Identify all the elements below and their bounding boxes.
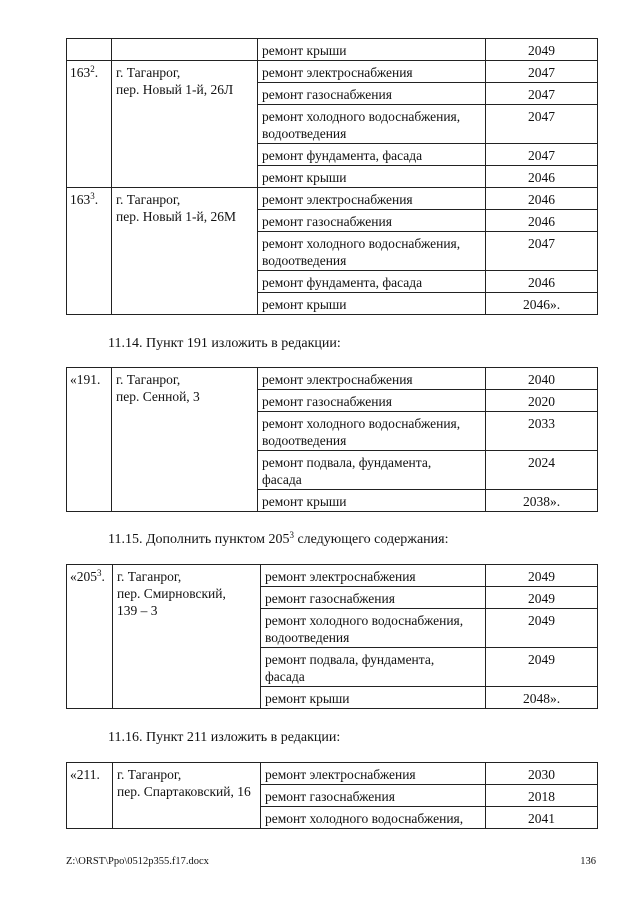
work-type-cell (258, 232, 486, 271)
paragraph-11-14: 11.14. Пункт 191 изложить в редакции: (108, 336, 341, 351)
work-year: 2046 (528, 170, 555, 185)
work-year-cell (486, 188, 598, 210)
item-number: «191. (70, 372, 101, 387)
footer-file-path: Z:\ORST\Ppo\0512p355.f17.docx (66, 856, 209, 867)
work-type-line: ремонт фундамента, фасада (262, 275, 423, 290)
work-year: 2047 (528, 87, 555, 102)
work-type-line: ремонт подвала, фундамента, (262, 455, 432, 470)
address-line: пер. Новый 1-й, 26Л (116, 82, 234, 97)
work-type-cell (258, 166, 486, 188)
address-cell (112, 61, 258, 188)
work-type-cell (258, 210, 486, 232)
work-year-cell (486, 412, 598, 451)
table-row (67, 368, 598, 390)
address-line: пер. Смирновский, (117, 586, 226, 601)
work-type-line: ремонт электроснабжения (262, 192, 413, 207)
work-year-cell (486, 609, 598, 648)
item-number-cell (67, 565, 113, 709)
address-line: пер. Сенной, 3 (116, 389, 200, 404)
item-number-superscript: 2 (90, 64, 95, 74)
work-type-line: водоотведения (265, 630, 350, 645)
work-year: 2041 (528, 811, 555, 826)
work-type-cell (261, 565, 486, 587)
work-year-cell (486, 687, 598, 709)
address-cell (112, 368, 258, 512)
item-number-superscript: 3 (90, 191, 95, 201)
work-year: 2048». (522, 691, 561, 706)
item-number-cell (67, 61, 112, 188)
item-number-superscript: 3 (97, 568, 102, 578)
work-type-line: фасада (265, 669, 305, 684)
works-table-163 (66, 38, 598, 315)
works-table-205 (66, 564, 598, 709)
work-year: 2020 (528, 394, 555, 409)
item-number: «205 (70, 569, 97, 584)
work-type-cell (258, 271, 486, 293)
item-number: 163 (70, 65, 91, 80)
item-number-cell (67, 368, 112, 512)
address-line: пер. Новый 1-й, 26М (116, 209, 236, 224)
work-type-cell (258, 83, 486, 105)
footer-page-number: 136 (580, 856, 596, 867)
address-cell (113, 565, 261, 709)
table-row (67, 39, 598, 61)
item-number-suffix: . (94, 65, 99, 80)
work-type-line: ремонт крыши (265, 691, 350, 706)
work-year-cell (486, 565, 598, 587)
address-line: г. Таганрог, (116, 65, 181, 80)
work-year: 2047 (528, 148, 555, 163)
work-year: 2049 (528, 652, 555, 667)
work-year: 2018 (528, 789, 555, 804)
work-type-line: ремонт холодного водоснабжения, (262, 109, 461, 124)
work-type-cell (261, 763, 486, 785)
work-year: 2040 (528, 372, 555, 387)
work-type-cell (261, 609, 486, 648)
table-row (67, 565, 598, 587)
work-type-cell (258, 61, 486, 83)
address-line: г. Таганрог, (116, 372, 181, 387)
work-type-line: водоотведения (262, 253, 347, 268)
work-year: 2038». (522, 494, 561, 509)
work-year: 2049 (528, 591, 555, 606)
work-year-cell (486, 490, 598, 512)
work-type-cell (261, 648, 486, 687)
work-year-cell (486, 210, 598, 232)
work-year: 2046». (522, 297, 561, 312)
work-type-cell (258, 105, 486, 144)
work-type-cell (258, 490, 486, 512)
work-type-line: ремонт холодного водоснабжения, (265, 811, 464, 826)
address-line: 139 – 3 (117, 603, 158, 618)
work-year: 2047 (528, 109, 555, 124)
work-year-cell (486, 293, 598, 315)
work-type-line: ремонт электроснабжения (265, 569, 416, 584)
works-table-211 (66, 762, 598, 829)
work-type-cell (261, 587, 486, 609)
work-type-line: ремонт электроснабжения (262, 65, 413, 80)
paragraph-11-15-text-end: следующего содержания: (293, 532, 449, 547)
work-type-cell (258, 412, 486, 451)
address-cell (112, 39, 258, 61)
work-type-cell (261, 807, 486, 829)
work-type-line: ремонт подвала, фундамента, (265, 652, 435, 667)
work-year: 2047 (528, 65, 555, 80)
work-type-line: ремонт фундамента, фасада (262, 148, 423, 163)
work-type-line: фасада (262, 472, 302, 487)
paragraph-11-15-text: 11.15. Дополнить пунктом 205 (108, 532, 290, 547)
work-type-cell (258, 451, 486, 490)
work-type-cell (261, 785, 486, 807)
work-year-cell (486, 271, 598, 293)
works-table-191 (66, 367, 598, 512)
address-line: пер. Спартаковский, 16 (117, 784, 251, 799)
work-year: 2049 (528, 569, 555, 584)
work-year: 2024 (528, 455, 555, 470)
work-year-cell (486, 61, 598, 83)
item-number-suffix: . (94, 192, 99, 207)
work-year-cell (486, 785, 598, 807)
paragraph-11-16: 11.16. Пункт 211 изложить в редакции: (108, 730, 341, 745)
table-row (67, 188, 598, 210)
address-line: г. Таганрог, (116, 192, 181, 207)
work-type-line: ремонт холодного водоснабжения, (262, 236, 461, 251)
work-year-cell (486, 144, 598, 166)
work-type-cell (261, 687, 486, 709)
work-year: 2046 (528, 192, 555, 207)
table-row (67, 61, 598, 83)
work-year-cell (486, 166, 598, 188)
work-type-cell (258, 390, 486, 412)
work-year-cell (486, 368, 598, 390)
work-type-line: ремонт холодного водоснабжения, (262, 416, 461, 431)
work-year-cell (486, 763, 598, 785)
work-year: 2047 (528, 236, 555, 251)
paragraph-11-15 (108, 531, 449, 549)
item-number: 163 (70, 192, 91, 207)
work-type-cell (258, 188, 486, 210)
address-cell (112, 188, 258, 315)
work-type-line: ремонт газоснабжения (262, 214, 392, 229)
work-type-line: ремонт электроснабжения (262, 372, 413, 387)
work-type-line: ремонт газоснабжения (262, 87, 392, 102)
address-cell (113, 763, 261, 829)
address-line: г. Таганрог, (117, 767, 182, 782)
work-year-cell (486, 105, 598, 144)
work-type-cell (258, 293, 486, 315)
work-year: 2030 (528, 767, 555, 782)
work-type-line: ремонт газоснабжения (262, 394, 392, 409)
item-number-cell (67, 763, 113, 829)
work-year-cell (486, 587, 598, 609)
work-type-line: водоотведения (262, 126, 347, 141)
item-number-suffix: . (101, 569, 105, 584)
work-year-cell (486, 232, 598, 271)
work-type-line: ремонт крыши (262, 494, 347, 509)
work-type-cell (258, 39, 486, 61)
work-year: 2049 (528, 613, 555, 628)
work-type-line: ремонт крыши (262, 43, 347, 58)
work-year: 2046 (528, 275, 555, 290)
work-type-cell (258, 144, 486, 166)
item-number: «211. (70, 767, 100, 782)
work-year: 2046 (528, 214, 555, 229)
work-year-cell (486, 83, 598, 105)
work-year: 2049 (528, 43, 555, 58)
work-type-line: водоотведения (262, 433, 347, 448)
work-year: 2033 (528, 416, 555, 431)
work-type-cell (258, 368, 486, 390)
work-type-line: ремонт крыши (262, 297, 347, 312)
work-year-cell (486, 390, 598, 412)
work-type-line: ремонт электроснабжения (265, 767, 416, 782)
work-type-line: ремонт газоснабжения (265, 591, 395, 606)
work-type-line: ремонт холодного водоснабжения, (265, 613, 464, 628)
address-line: г. Таганрог, (117, 569, 182, 584)
item-number-cell (67, 39, 112, 61)
work-type-line: ремонт газоснабжения (265, 789, 395, 804)
work-year-cell (486, 807, 598, 829)
work-year-cell (486, 451, 598, 490)
work-type-line: ремонт крыши (262, 170, 347, 185)
work-year-cell (486, 39, 598, 61)
item-number-cell (67, 188, 112, 315)
work-year-cell (486, 648, 598, 687)
paragraph-11-15-superscript: 3 (289, 530, 294, 540)
table-row (67, 763, 598, 785)
